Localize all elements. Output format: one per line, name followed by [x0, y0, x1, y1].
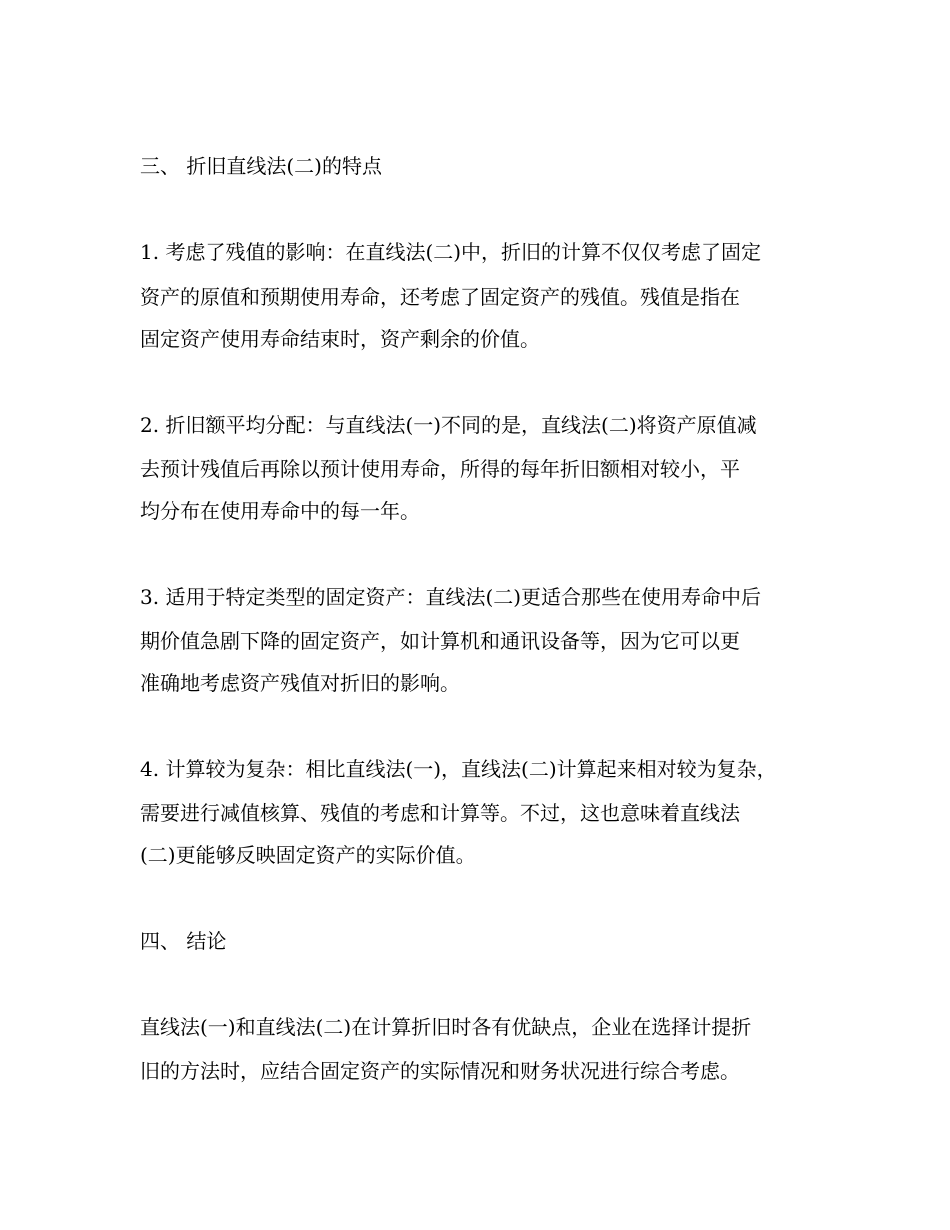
point-3-line-1: 3. 适用于特定类型的固定资产：直线法(二)更适合那些在使用寿命中后	[140, 585, 762, 609]
point-3-line-3: 准确地考虑资产残值对折旧的影响。	[140, 671, 460, 695]
point-1-line-1: 1. 考虑了残值的影响：在直线法(二)中，折旧的计算不仅仅考虑了固定	[140, 240, 762, 264]
point-4-line-2: 需要进行减值核算、残值的考虑和计算等。不过，这也意味着直线法	[140, 801, 740, 825]
point-2-line-3: 均分布在使用寿命中的每一年。	[140, 499, 420, 523]
point-1-line-2: 资产的原值和预期使用寿命，还考虑了固定资产的残值。残值是指在	[140, 285, 740, 309]
point-4-line-3: (二)更能够反映固定资产的实际价值。	[140, 843, 476, 867]
conclusion-line-2: 旧的方法时，应结合固定资产的实际情况和财务状况进行综合考虑。	[140, 1059, 740, 1083]
point-4-line-1: 4. 计算较为复杂：相比直线法(一)，直线法(二)计算起来相对较为复杂，	[140, 757, 777, 781]
point-3-line-2: 期价值急剧下降的固定资产，如计算机和通讯设备等，因为它可以更	[140, 629, 740, 653]
conclusion-line-1: 直线法(一)和直线法(二)在计算折旧时各有优缺点，企业在选择计提折	[140, 1015, 752, 1039]
section-heading-4: 四、 结论	[140, 929, 227, 953]
point-1-line-3: 固定资产使用寿命结束时，资产剩余的价值。	[140, 327, 540, 351]
section-heading-3: 三、 折旧直线法(二)的特点	[140, 154, 382, 178]
point-2-line-2: 去预计残值后再除以预计使用寿命，所得的每年折旧额相对较小，平	[140, 457, 740, 481]
point-2-line-1: 2. 折旧额平均分配：与直线法(一)不同的是，直线法(二)将资产原值减	[140, 413, 757, 437]
